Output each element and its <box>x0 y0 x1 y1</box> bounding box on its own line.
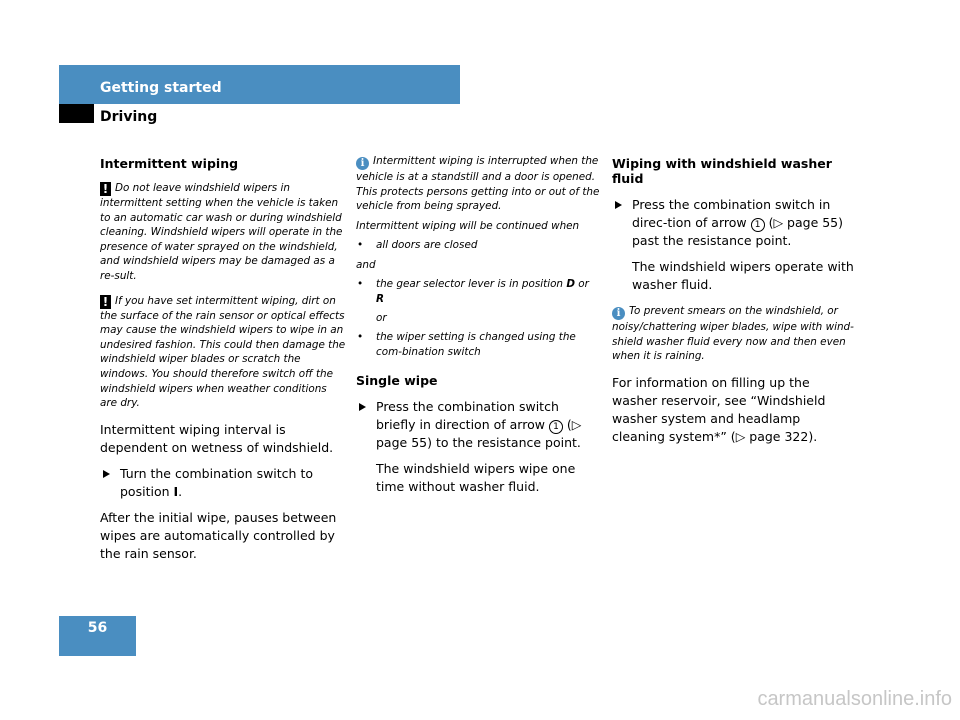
reservoir-paragraph: For information on filling up the washer reservoir, see “Windshield washer system and headlamp cleaning system*” (▷ page 322). <box>612 374 826 444</box>
step-washer: Press the combination switch in direc-tion of arrow 1 (▷ page 55) past the resistance point. <box>612 196 856 250</box>
triangle-bullet-icon <box>359 403 366 411</box>
interval-paragraph: Intermittent wiping interval is dependent on wetness of windshield. <box>100 421 334 455</box>
column-3 <box>612 154 856 454</box>
section-title: Getting started <box>100 80 222 96</box>
triangle-bullet-icon <box>615 201 622 209</box>
pauses-paragraph: After the initial wipe, pauses between wipes are automatically controlled by the rain sensor. <box>100 509 337 561</box>
watermark: carmanualsonline.info <box>757 688 952 710</box>
dot-bullet-icon: • <box>357 277 364 290</box>
info-note-interrupted: i Intermittent wiping is interrupted when the vehicle is at a standstill and a door is opened. This protects persons getting into or out of the vehicle from being sprayed. <box>356 155 600 213</box>
dot-bullet-icon: • <box>357 331 364 344</box>
dot-bullet-icon: • <box>357 239 364 252</box>
info-icon: i <box>356 157 369 170</box>
page-number: 56 <box>87 620 108 636</box>
section-marker <box>59 104 94 123</box>
info-note-smears: i To prevent smears on the windshield, or noisy/chattering wiper blades, wipe with wind-shield washer fluid every now and then even when it is raining. <box>612 305 854 363</box>
and-text: and <box>356 258 376 271</box>
list-item: • all doors are closed <box>357 239 478 252</box>
or-text: or <box>376 312 387 325</box>
arrow-number-badge: 1 <box>751 218 765 232</box>
single-wipe-heading: Single wipe <box>356 373 438 389</box>
column-1 <box>100 154 346 571</box>
subsection-title: Driving <box>100 109 158 125</box>
step-turn-switch: Turn the combination switch to position I. <box>100 465 346 501</box>
warning-note-rain-sensor: ! If you have set intermittent wiping, dirt on the surface of the rain sensor or optical effects may cause the windshield wipers to wipe in an undesired fashion. This could then damage the windshield wiper blades or scratch the windows. You should therefore switch off the windshield wipers when weather conditions are dry. <box>100 294 346 410</box>
exclamation-icon: ! <box>100 295 111 309</box>
warning-note-car-wash: ! Do not leave windshield wipers in intermittent setting when the vehicle is taken to an automatic car wash or during windshield cleaning. Windshield wipers will operate in the presence of water sprayed on the windshield, and windshield wipers may be damaged as a re-sult. <box>100 182 343 282</box>
info-icon: i <box>612 307 625 320</box>
washer-result: The windshield wipers operate with washer fluid. <box>632 259 854 292</box>
arrow-number-badge: 1 <box>549 420 563 434</box>
step-single-wipe: Press the combination switch briefly in direction of arrow 1 (▷ page 55) to the resistance point. <box>356 398 600 452</box>
intermittent-wiping-heading: Intermittent wiping <box>100 156 239 171</box>
column-2 <box>356 154 600 504</box>
exclamation-icon: ! <box>100 182 111 196</box>
continued-text: Intermittent wiping will be continued when <box>356 219 580 232</box>
single-wipe-result: The windshield wipers wipe one time without washer fluid. <box>376 461 576 495</box>
washer-fluid-heading: Wiping with windshield washer fluid <box>612 156 832 186</box>
triangle-bullet-icon <box>103 470 110 478</box>
list-item: • the gear selector lever is in position D or R <box>357 277 589 305</box>
list-item: • the wiper setting is changed using the com-bination switch <box>357 331 576 358</box>
